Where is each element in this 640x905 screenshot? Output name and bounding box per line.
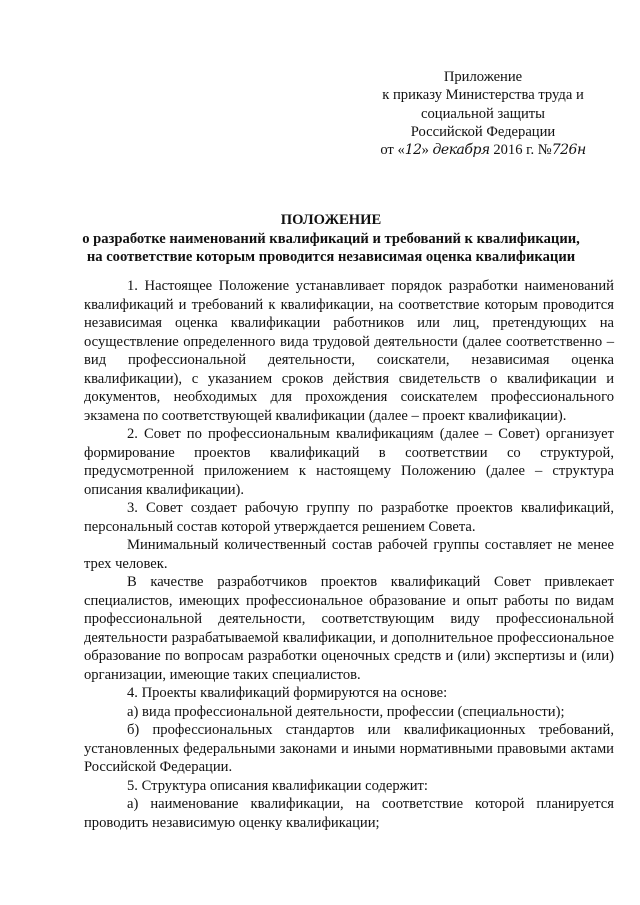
- appendix-line-3: социальной защиты: [421, 105, 545, 122]
- paragraph-3-developers: В качестве разработчиков проектов квалификаций Совет привлекает специалистов, имеющих профессиональное образование и опыт работы по видам профессиональной деятельности, соответствующим виду профессиональной деятельности разрабатываемой квалификации, и дополнительное профессиональное образование по вопросам разработки оценочных средств и (или) экспертизы и (или) организации, имеющие таких специалистов.: [84, 574, 614, 683]
- title-heading: ПОЛОЖЕНИЕ: [280, 212, 382, 228]
- title-subtitle-line-1: о разработке наименований квалификаций и требований к квалификации,: [82, 230, 580, 247]
- date-month-handwritten: декабря: [432, 142, 490, 159]
- title-subtitle-line-2: на соответствие которым проводится независимая оценка квалификации: [86, 249, 576, 265]
- appendix-line-2: к приказу Министерства труда и: [382, 87, 584, 104]
- paragraph-3: 3. Совет создает рабочую группу по разработке проектов квалификаций, персональный состав которой утверждается решением Совета.: [84, 500, 614, 535]
- order-number-handwritten: 726н: [551, 142, 586, 159]
- paragraph-5: 5. Структура описания квалификации содержит:: [127, 777, 428, 794]
- date-prefix: от «: [380, 142, 405, 159]
- paragraph-4-a: а) вида профессиональной деятельности, профессии (специальности);: [127, 703, 565, 720]
- paragraph-5-a: а) наименование квалификации, на соответствие которой планируется проводить независимую оценку квалификации;: [84, 796, 614, 831]
- order-date-line: [352, 141, 614, 159]
- paragraph-1: 1. Настоящее Положение устанавливает порядок разработки наименований квалификаций и требований к квалификации, на соответствие которым проводится независимая оценка квалификации работников или лиц, претендующих на осуществление определенного вида трудовой деятельности (далее соответственно – вид профессиональной деятельности, соискатели, независимая оценка квалификации), с указанием сроков действия свидетельств о квалификации и документов, необходимых для прохождения соискателем профессионального экзамена по соответствующей квалификации (далее – проект квалификации).: [84, 278, 614, 424]
- appendix-header: [352, 68, 614, 159]
- paragraph-3-min-composition: Минимальный количественный состав рабочей группы составляет не менее трех человек.: [84, 537, 614, 572]
- document-body: [84, 277, 614, 832]
- date-day-handwritten: 12: [404, 142, 422, 159]
- paragraph-4: 4. Проекты квалификаций формируются на основе:: [127, 685, 448, 701]
- date-year: 2016 г. №: [489, 142, 552, 159]
- paragraph-4-b: б) профессиональных стандартов или квалификационных требований, установленных федеральными законами и иными нормативными правовыми актами Российской Федерации.: [84, 722, 614, 775]
- date-quote-close: »: [421, 142, 429, 159]
- appendix-line-1: Приложение: [443, 69, 523, 85]
- document-title: [40, 211, 622, 267]
- appendix-line-4: Российской Федерации: [410, 123, 556, 140]
- paragraph-2: 2. Совет по профессиональным квалификациям (далее – Совет) организует формирование проектов квалификаций в соответствии со структурой, предусмотренной приложением к настоящему Положению (далее – структура описания квалификации).: [84, 426, 614, 498]
